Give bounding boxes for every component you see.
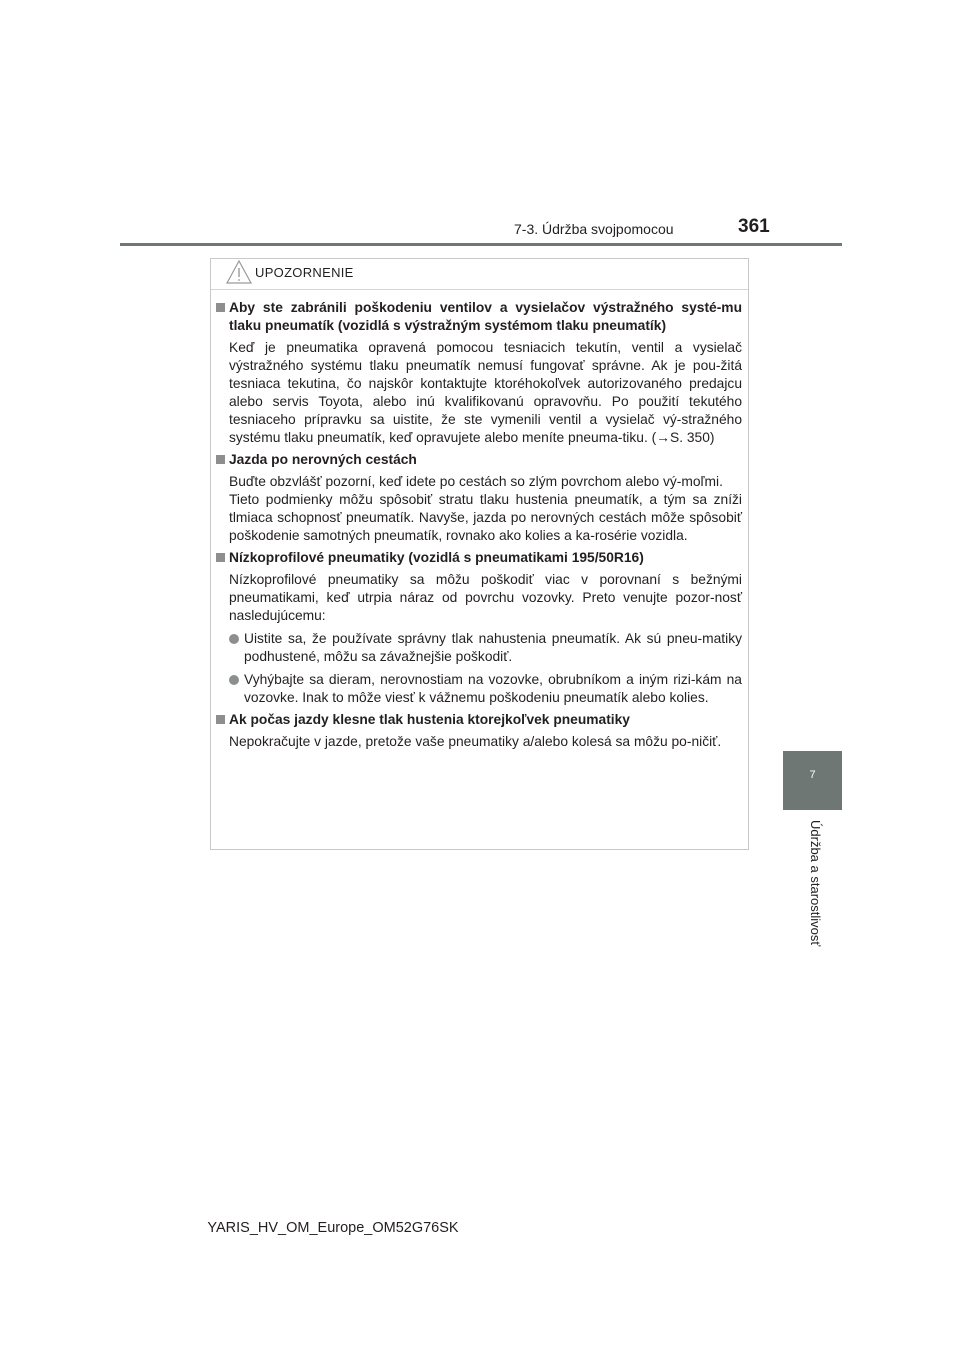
warning-header [211,259,748,290]
section-paragraph: Tieto podmienky môžu spôsobiť stratu tlaku hustenia pneumatík, a tým sa zníži tlmiaca schopnosť pneumatík. Navyše, jazda po nerovných cestách môže spôsobiť poškodenie samotných pneumatík, rovnako ako kolies a ka-rosérie vozidla. [229,492,742,543]
section-heading [215,711,742,729]
warning-box [210,258,749,850]
bullet-item [215,630,742,666]
document-code: YARIS_HV_OM_Europe_OM52G76SK [207,1220,459,1236]
round-bullet-icon [229,634,239,644]
warning-section [215,451,742,545]
section-heading [215,299,742,335]
square-bullet-icon [216,455,225,464]
warning-section [215,299,742,447]
bullet-text: Uistite sa, že používate správny tlak nahustenia pneumatík. Ak sú pneu-matiky podhustené, môžu sa závažnejšie poškodiť. [244,631,742,664]
header-divider [120,243,842,246]
warning-body [215,299,742,755]
chapter-tab [783,751,842,810]
warning-triangle-icon [225,259,253,285]
footer [0,1220,960,1236]
section-paragraph: Nepokračujte v jazde, pretože vaše pneumatiky a/alebo kolesá sa môžu po-ničiť. [229,734,722,749]
round-bullet-icon [229,675,239,685]
page-number: 361 [738,216,770,237]
section-heading-text: Nízkoprofilové pneumatiky (vozidlá s pneumatikami 195/50R16) [229,550,644,565]
section-heading-text: Aby ste zabránili poškodeniu ventilov a vysielačov výstražného systé-mu tlaku pneumatík (vozidlá s výstražným systémom tlaku pneumatík) [229,300,742,333]
bullet-item [215,671,742,707]
square-bullet-icon [216,715,225,724]
bullet-text: Vyhýbajte sa dieram, nerovnostiam na vozovke, obrubníkom a iným rizi-kám na vozovke. Inak to môže viesť k vážnemu poškodeniu pneumatík alebo kolies. [244,672,742,705]
warning-section [215,711,742,751]
section-paragraph: Nízkoprofilové pneumatiky sa môžu poškodiť viac v porovnaní s bežnými pneumatikami, keď utrpia náraz od povrchu vozovky. Preto venujte pozor-nosť nasledujúcemu: [229,572,742,623]
section-heading [215,549,742,567]
square-bullet-icon [216,303,225,312]
square-bullet-icon [216,553,225,562]
header-section-title: 7-3. Údržba svojpomocou [514,221,674,237]
chapter-label: Údržba a starostlivosť [808,820,823,947]
section-heading-text: Ak počas jazdy klesne tlak hustenia ktorejkoľvek pneumatiky [229,712,630,727]
chapter-number: 7 [809,769,816,781]
warning-section [215,549,742,707]
section-heading-text: Jazda po nerovných cestách [229,452,417,467]
section-paragraph: Buďte obzvlášť pozorní, keď idete po cestách so zlým povrchom alebo vý-moľmi. [229,474,723,489]
warning-title: UPOZORNENIE [255,265,354,280]
section-heading [215,451,742,469]
section-paragraph: Keď je pneumatika opravená pomocou tesniacich tekutín, ventil a vysielač výstražného systému tlaku pneumatík nemusí fungovať správne. Ak je pou-žitá tesniaca tekutina, čo najskôr kontaktujte ktoréhokoľvek autorizovaného predajcu alebo servis Toyota, alebo inú kvalifikovanú opravovňu. Po použití tekutého tesniaceho prípravku sa uistite, že ste vymenili ventil a vysielač vý-stražného systému tlaku pneumatík, keď opravujete alebo meníte pneuma-tiku. (→S. 350) [229,340,742,445]
